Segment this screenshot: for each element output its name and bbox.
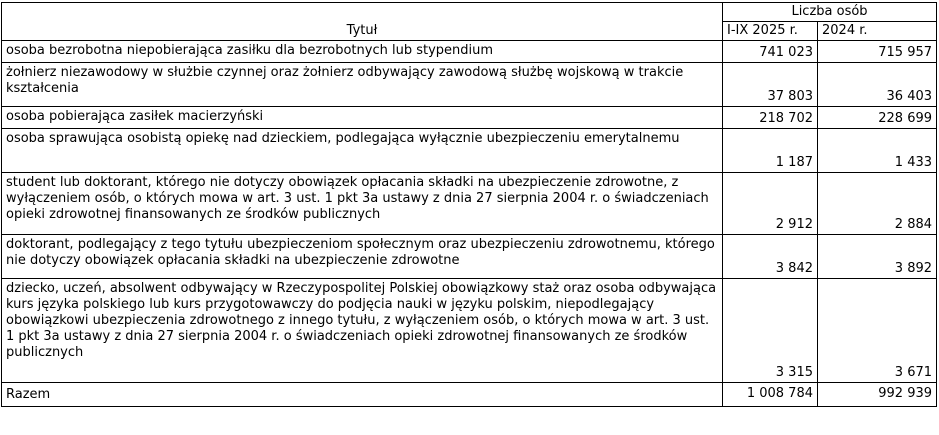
value-2024: 2 884: [818, 173, 937, 235]
value-2025: 37 803: [723, 63, 818, 107]
row-label: żołnierz niezawodowy w służbie czynnej oraz żołnierz odbywający zawodową służbę wojskową w trakcie kształcenia: [2, 63, 723, 107]
value-2024: 715 957: [818, 41, 937, 63]
value-2024: 228 699: [818, 107, 937, 129]
row-label: osoba sprawująca osobistą opiekę nad dzieckiem, podlegająca wyłącznie ubezpieczeniu emerytalnemu: [2, 129, 723, 173]
value-2025: 3 315: [723, 279, 818, 383]
row-label: student lub doktorant, którego nie dotyczy obowiązek opłacania składki na ubezpieczenie zdrowotne, z wyłączeniem osób, o których mowa w art. 3 ust. 1 pkt 3a ustawy z dnia 27 sierpnia 2004 r. o świadczeniach opieki zdrowotnej finansowanych ze środków publicznych: [2, 173, 723, 235]
title-column-header: Tytuł: [2, 3, 723, 41]
persons-table: [1, 2, 937, 407]
value-2025: 2 912: [723, 173, 818, 235]
total-row: [2, 383, 937, 407]
value-2024: 36 403: [818, 63, 937, 107]
total-label: Razem: [2, 383, 723, 407]
value-2025: 218 702: [723, 107, 818, 129]
value-2024: 3 892: [818, 235, 937, 279]
header-row-group: [2, 3, 937, 22]
year-2024-header: 2024 r.: [818, 22, 937, 41]
table-row: [2, 279, 937, 383]
persons-count-header: Liczba osób: [723, 3, 937, 22]
row-label: dziecko, uczeń, absolwent odbywający w Rzeczypospolitej Polskiej obowiązkowy staż oraz osoba odbywająca kurs języka polskiego lub kurs przygotowawczy do podjęcia nauki w języku polskim, niepodlegający obowiązkowi ubezpieczenia zdrowotnego z innego tytułu, z wyłączeniem osób, o których mowa w art. 3 ust. 1 pkt 3a ustawy z dnia 27 sierpnia 2004 r. o świadczeniach opieki zdrowotnej finansowanych ze środków publicznych: [2, 279, 723, 383]
row-label: osoba bezrobotna niepobierająca zasiłku dla bezrobotnych lub stypendium: [2, 41, 723, 63]
total-2025: 1 008 784: [723, 383, 818, 407]
value-2025: 741 023: [723, 41, 818, 63]
table-row: [2, 41, 937, 63]
value-2024: 1 433: [818, 129, 937, 173]
table-row: [2, 129, 937, 173]
table-row: [2, 173, 937, 235]
table-row: [2, 107, 937, 129]
table-row: [2, 63, 937, 107]
value-2025: 3 842: [723, 235, 818, 279]
total-2024: 992 939: [818, 383, 937, 407]
row-label: doktorant, podlegający z tego tytułu ubezpieczeniom społecznym oraz ubezpieczeniu zdrowotnemu, którego nie dotyczy obowiązek opłacania składki na ubezpieczenie zdrowotne: [2, 235, 723, 279]
table-row: [2, 235, 937, 279]
row-label: osoba pobierająca zasiłek macierzyński: [2, 107, 723, 129]
year-2025-header: I-IX 2025 r.: [723, 22, 818, 41]
value-2025: 1 187: [723, 129, 818, 173]
value-2024: 3 671: [818, 279, 937, 383]
